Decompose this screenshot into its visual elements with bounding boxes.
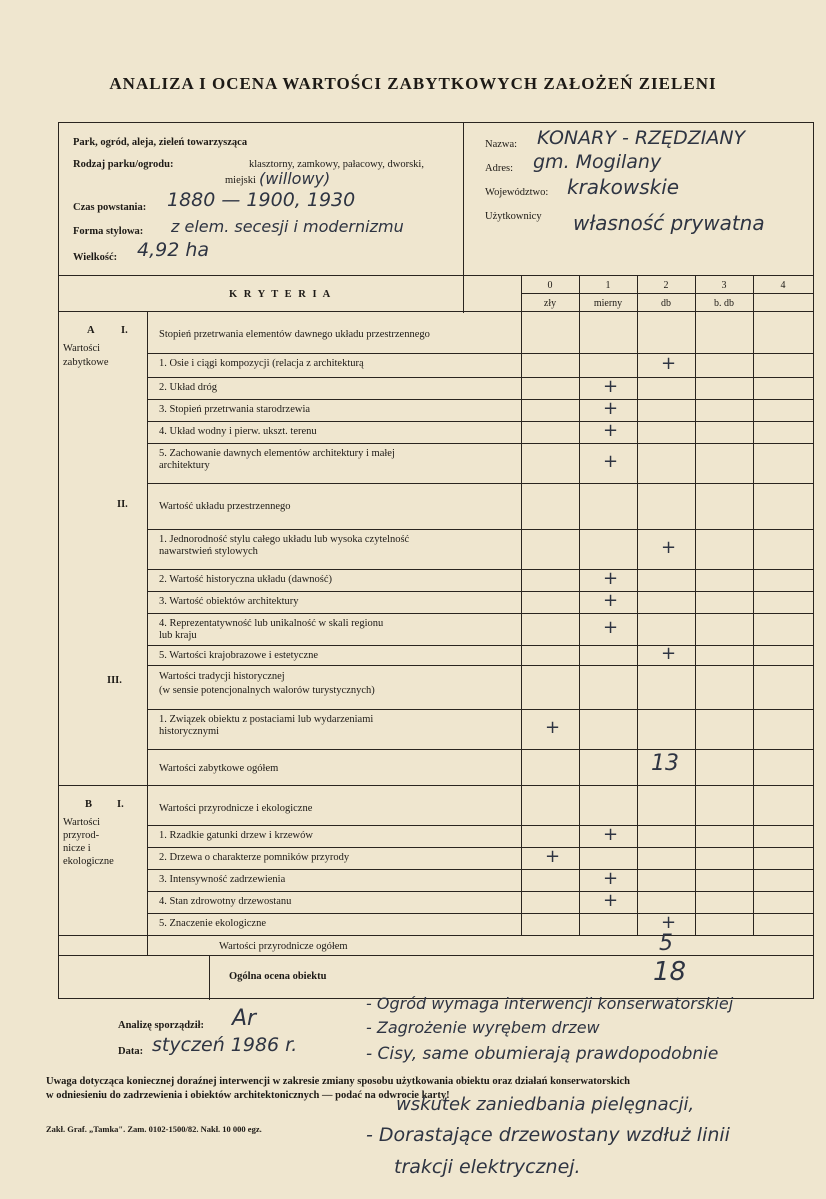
criterion-a1-3-label: 3. Stopień przetrwania starodrzewia [159,404,311,415]
section-a-total-value: 13 [651,751,679,776]
score-header-1: 1 [605,280,611,291]
criterion-a3-1-label: historycznymi [159,726,220,737]
handwritten-note-6: trakcji elektrycznej. [394,1156,581,1178]
criterion-a2-4-label: lub kraju [159,630,197,641]
criterion-b1-1-mark: + [603,824,619,845]
score-header-0: 0 [547,280,553,291]
criterion-a3-1-label: 1. Związek obiektu z postaciami lub wydarzeniami [159,714,374,725]
rodzaj-options: klasztorny, zamkowy, pałacowy, dworski, [249,159,424,170]
section-b-name-3: nicze i [63,843,91,854]
forma-value: z elem. secesji i modernizmu [171,217,404,236]
overall-label: Ogólna ocena obiektu [229,971,327,982]
section-b-name-2: przyrod- [63,830,100,841]
criterion-b1-5-mark: + [661,912,677,933]
wojewodztwo-value: krakowskie [567,175,680,199]
criterion-a1-4-mark: + [603,420,619,441]
criterion-a1-2-label: 2. Układ dróg [159,382,218,393]
criterion-a3-1-mark: + [545,717,561,738]
handwritten-note-5: - Dorastające drzewostany wzdłuż linii [366,1124,730,1146]
analize-value: Ar [232,1006,257,1031]
criterion-a1-5-mark: + [603,451,619,472]
section-a-code: A [87,325,95,336]
handwritten-note-4: wskutek zaniedbania pielęgnacji, [396,1094,695,1115]
uwaga-line-1: Uwaga dotycząca koniecznej doraźnej interwencji w zakresie zmiany sposobu użytkowania obiektu oraz działań konserwatorskich [46,1076,630,1087]
score-header-2: 2 [663,280,669,291]
criterion-b1-2-mark: + [545,846,561,867]
overall-value: 18 [653,957,687,987]
criterion-b1-2-label: 2. Drzewa o charakterze pomników przyrody [159,852,350,863]
analize-label: Analizę sporządził: [118,1020,205,1031]
criterion-b1-4-mark: + [603,890,619,911]
data-value: styczeń 1986 r. [152,1034,298,1056]
criterion-a2-1-label: 1. Jednorodność stylu całego układu lub wysoka czytelność [159,534,410,545]
criterion-a1-5-label: 5. Zachowanie dawnych elementów architektury i małej [159,448,395,459]
nazwa-value: KONARY - RZĘDZIANY [537,127,746,149]
section-a-name-2: zabytkowe [63,357,109,368]
group1-title: Stopień przetrwania elementów dawnego układu przestrzennego [159,329,430,340]
criterion-a2-2-label: 2. Wartość historyczna układu (dawność) [159,574,333,585]
score-header-4: 4 [780,280,786,291]
criterion-a2-1-mark: + [661,537,677,558]
uzytkownicy-label: Użytkownicy [485,211,542,222]
criterion-a1-2-mark: + [603,376,619,397]
section-a-group3-roman: III. [107,675,122,686]
wojewodztwo-label: Województwo: [485,187,549,198]
adres-value: gm. Mogilany [533,151,662,173]
section-b-group-title: Wartości przyrodnicze i ekologiczne [159,803,313,814]
uzytkownicy-value: własność prywatna [573,211,765,235]
score-label-1: mierny [593,298,623,309]
print-info: Zakł. Graf. „Tamka". Zam. 0102-1500/82. Nakł. 10 000 egz. [46,1124,262,1134]
criterion-a2-4-label: 4. Reprezentatywność lub unikalność w skali regionu [159,618,384,629]
score-label-3: b. db [714,298,734,309]
czas-value: 1880 — 1900, 1930 [167,189,356,211]
section-a-group2-roman: II. [117,499,128,510]
kryteria-heading: K R Y T E R I A [229,289,333,300]
group2-title: Wartość układu przestrzennego [159,501,291,512]
wielkosc-value: 4,92 ha [137,239,210,261]
form-frame [58,122,814,999]
section-a-roman: I. [121,325,128,336]
criterion-b1-3-label: 3. Intensywność zadrzewienia [159,874,286,885]
forma-label: Forma stylowa: [73,226,144,237]
section-b-roman: I. [117,799,124,810]
criterion-a2-3-label: 3. Wartość obiektów architektury [159,596,299,607]
criterion-a2-3-mark: + [603,590,619,611]
criterion-b1-4-label: 4. Stan zdrowotny drzewostanu [159,896,292,907]
criterion-a1-1-mark: + [661,353,677,374]
criterion-a2-5-mark: + [661,643,677,664]
criterion-a1-1-label: 1. Osie i ciągi kompozycji (relacja z architekturą [159,358,364,369]
score-label-0: zły [543,298,557,309]
section-a-name-1: Wartości [63,343,101,354]
czas-label: Czas powstania: [73,202,147,213]
park-type-line: Park, ogród, aleja, zieleń towarzysząca [73,137,248,148]
handwritten-note-3: - Cisy, same obumierają prawdopodobnie [366,1044,719,1064]
section-b-name-1: Wartości [63,817,101,828]
group3-title-2: (w sensie potencjonalnych walorów turystycznych) [159,685,375,696]
criterion-a2-2-mark: + [603,568,619,589]
form-title: ANALIZA I OCENA WARTOŚCI ZABYTKOWYCH ZAŁOŻEŃ ZIELENI [109,74,717,93]
rodzaj-label: Rodzaj parku/ogrodu: [73,159,174,170]
criterion-a2-1-label: nawarstwień stylowych [159,546,258,557]
rodzaj-options-2: miejski [225,175,256,186]
score-label-2: db [661,298,671,309]
section-b-code: B [85,799,93,810]
handwritten-note-2: - Zagrożenie wyrębem drzew [366,1018,600,1037]
score-header-3: 3 [721,280,727,291]
criterion-a2-5-label: 5. Wartości krajobrazowe i estetyczne [159,650,319,661]
criterion-a1-5-label: architektury [159,460,210,471]
section-b-name-4: ekologiczne [63,856,114,867]
group3-title-1: Wartości tradycji historycznej [159,671,285,682]
uwaga-line-2: w odniesieniu do zadrzewienia i obiektów architektonicznych — podać na odwrocie karty! [46,1090,450,1101]
rodzaj-value: (willowy) [259,169,331,188]
wielkosc-label: Wielkość: [73,252,118,263]
section-b-total-label: Wartości przyrodnicze ogółem [219,941,348,952]
criterion-a1-3-mark: + [603,398,619,419]
criterion-a2-4-mark: + [603,617,619,638]
handwritten-note-1: - Ogród wymaga interwencji konserwatorskiej [366,994,734,1013]
adres-label: Adres: [485,163,513,174]
criterion-a1-4-label: 4. Układ wodny i pierw. ukszt. terenu [159,426,317,437]
section-b-total-value: 5 [659,931,673,956]
nazwa-label: Nazwa: [485,139,518,150]
section-a-total-label: Wartości zabytkowe ogółem [159,763,279,774]
data-label: Data: [118,1046,144,1057]
criterion-b1-3-mark: + [603,868,619,889]
criterion-b1-1-label: 1. Rzadkie gatunki drzew i krzewów [159,830,313,841]
criterion-b1-5-label: 5. Znaczenie ekologiczne [159,918,266,929]
